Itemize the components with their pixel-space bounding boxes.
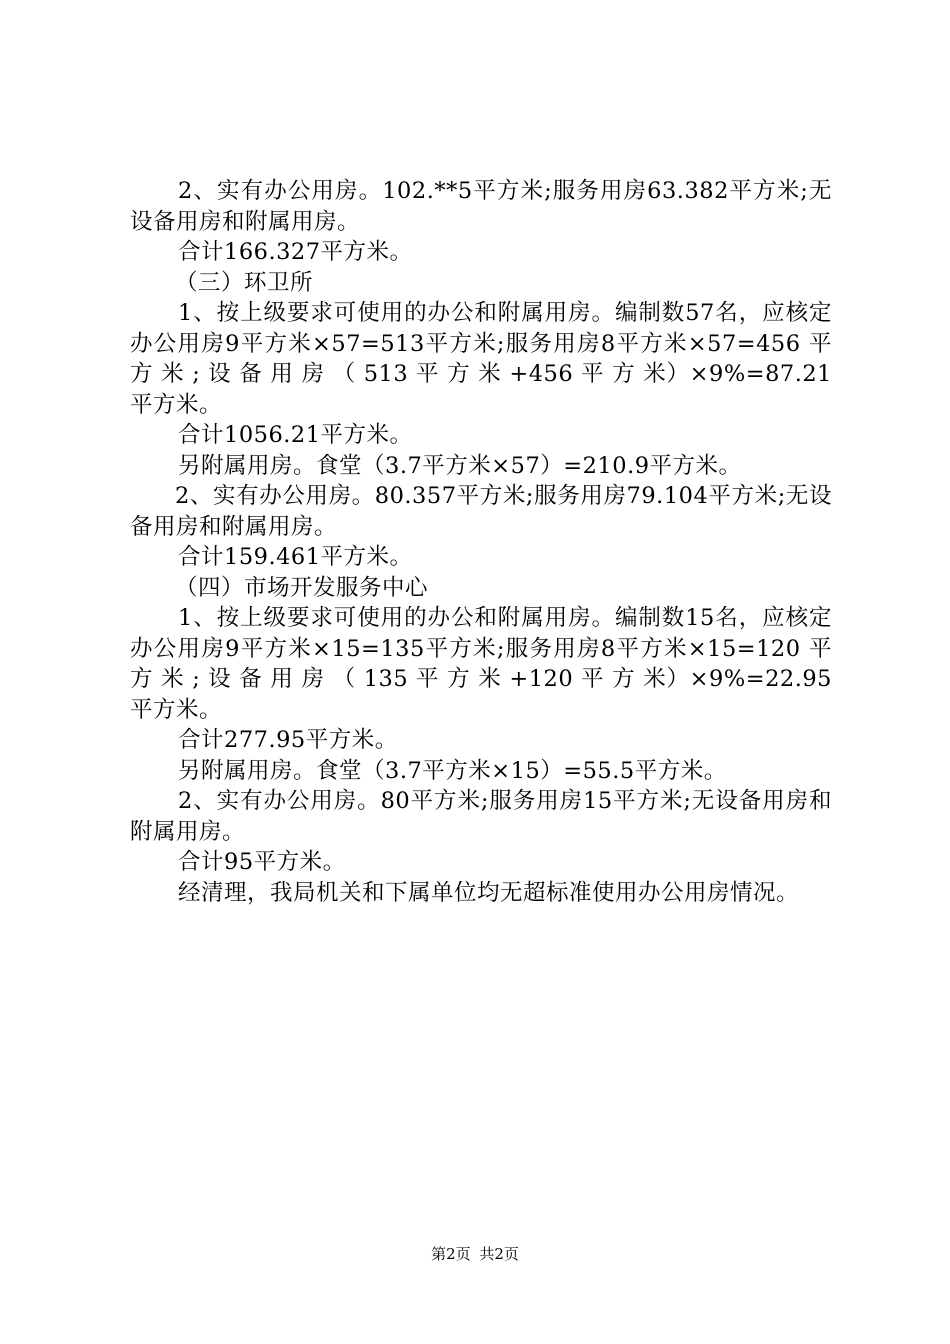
paragraph-conclusion: 经清理，我局机关和下属单位均无超标准使用办公用房情况。 bbox=[178, 879, 800, 906]
paragraph-canteen: 另附属用房。食堂（3.7平方米×15）=55.5平方米。 bbox=[178, 757, 727, 784]
page-number-current: 第2页 bbox=[431, 1245, 471, 1263]
document-body bbox=[130, 176, 832, 908]
paragraph-total: 合计277.95平方米。 bbox=[178, 727, 398, 753]
paragraph-total: 合计159.461平方米。 bbox=[178, 544, 413, 570]
section-heading-market-center: （四）市场开发服务中心 bbox=[175, 574, 429, 601]
page-number-total: 共2页 bbox=[479, 1245, 519, 1263]
paragraph-total: 合计1056.21平方米。 bbox=[178, 422, 413, 448]
paragraph-actual-office-space: 2、实有办公用房。102.**5平方米;服务用房63.382平方米;无设备用房和附属用房。 bbox=[130, 178, 832, 235]
paragraph-actual-office-space: 2、实有办公用房。80平方米;服务用房15平方米;无设备用房和附属用房。 bbox=[130, 788, 832, 845]
page-footer bbox=[0, 1244, 950, 1264]
paragraph-actual-office-space: 2、实有办公用房。80.357平方米;服务用房79.104平方米;无设备用房和附属用房。 bbox=[130, 483, 832, 540]
paragraph-canteen: 另附属用房。食堂（3.7平方米×57）=210.9平方米。 bbox=[178, 452, 742, 479]
paragraph-allowed-office-space: 1、按上级要求可使用的办公和附属用房。编制数15名，应核定办公用房9平方米×15=135平方米;服务用房8平方米×15=120 平 方 米 ; 设 备 用 房 （ 135 平 方 米 +120 平 方 米）×9%=22.95平方米。 bbox=[130, 605, 832, 723]
paragraph-total: 合计166.327平方米。 bbox=[178, 239, 413, 265]
paragraph-total: 合计95平方米。 bbox=[178, 849, 346, 875]
section-heading-sanitation-office: （三）环卫所 bbox=[175, 269, 314, 296]
paragraph-allowed-office-space: 1、按上级要求可使用的办公和附属用房。编制数57名，应核定办公用房9平方米×57=513平方米;服务用房8平方米×57=456 平 方 米 ; 设 备 用 房 （ 513 平 方 米 +456 平 方 米）×9%=87.21平方米。 bbox=[130, 300, 832, 418]
